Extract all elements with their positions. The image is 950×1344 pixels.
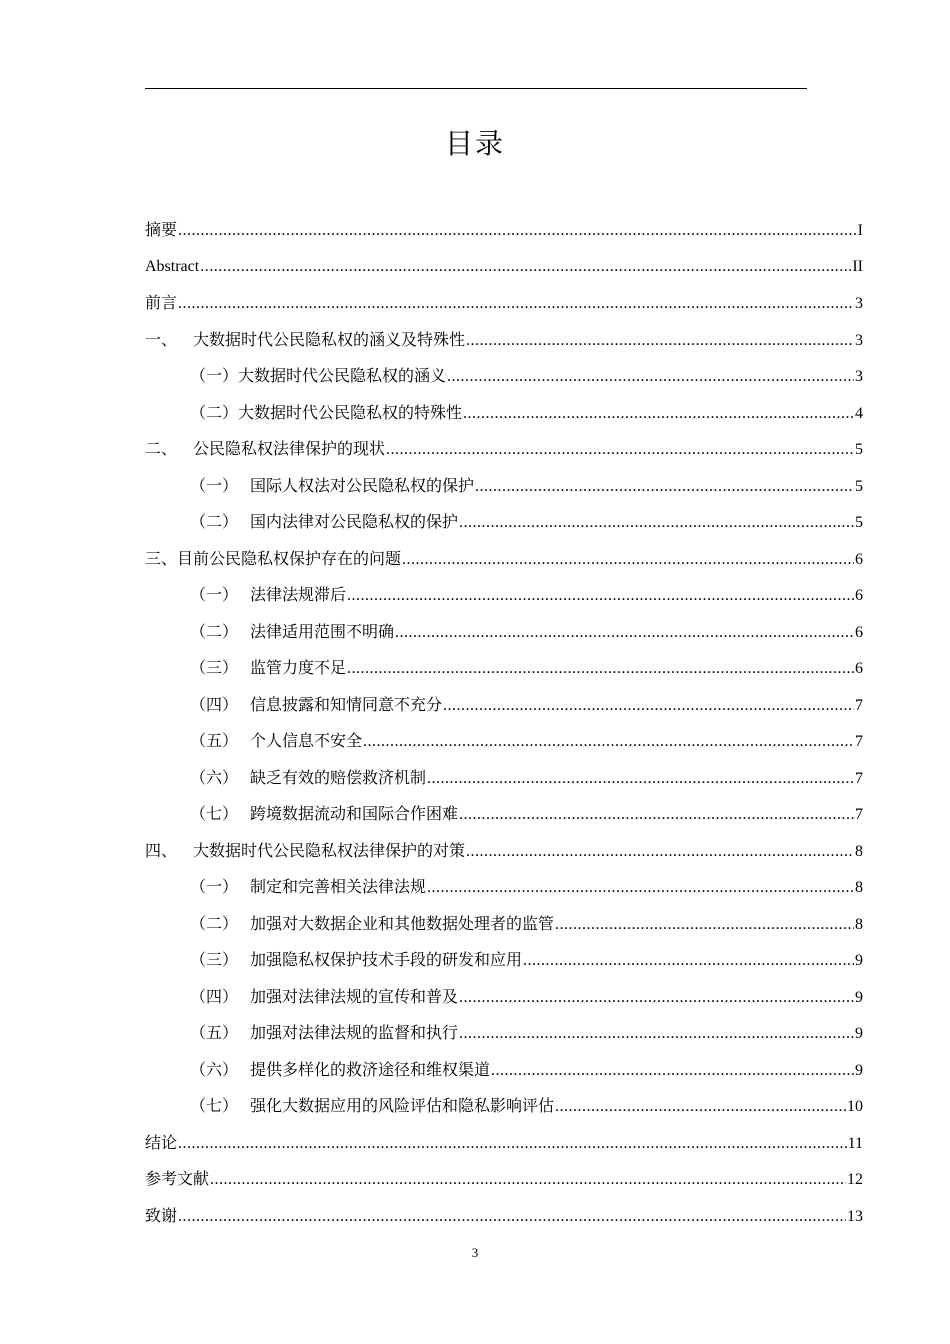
toc-entry-label: （一）大数据时代公民隐私权的涵义 <box>190 366 447 385</box>
toc-entry-label: 大数据时代公民隐私权法律保护的对策 <box>193 840 466 860</box>
toc-entry-number: 一、 <box>145 329 178 349</box>
toc-entry-number: （三） <box>190 950 239 969</box>
toc-entry-abstract-en[interactable] <box>145 249 863 286</box>
toc-entry-label: 国际人权法对公民隐私权的保护 <box>250 475 475 495</box>
dot-leader <box>427 761 854 798</box>
dot-leader <box>347 651 854 688</box>
toc-entry-number: （六） <box>190 1059 239 1079</box>
toc-entry-page: 7 <box>855 806 863 823</box>
toc-entry-page: 9 <box>855 1061 863 1079</box>
toc-entry-page: 7 <box>855 769 863 787</box>
toc-entry-label: 监管力度不足 <box>250 658 347 677</box>
toc-entry-label: Abstract <box>145 257 200 275</box>
toc-entry-section-3-5[interactable] <box>145 723 863 760</box>
toc-entry-number: （三） <box>190 658 239 677</box>
toc-entry-section-1-2[interactable] <box>145 395 863 432</box>
toc-entry-number: （二） <box>190 512 239 531</box>
toc-entry-number: （一） <box>190 585 239 604</box>
page-title: 目录 <box>444 127 505 160</box>
dot-leader <box>200 249 851 286</box>
toc-entry-references[interactable] <box>145 1161 863 1198</box>
toc-entry-label: 国内法律对公民隐私权的保护 <box>250 512 459 531</box>
dot-leader <box>402 542 854 579</box>
dot-leader <box>347 578 854 615</box>
dot-leader <box>395 615 854 652</box>
toc-entry-number: （一） <box>190 877 239 896</box>
dot-leader <box>466 834 854 871</box>
toc-entry-page: 7 <box>855 733 863 750</box>
toc-entry-chapter-4[interactable] <box>145 833 863 870</box>
toc-entry-page: 7 <box>855 696 863 714</box>
toc-entry-section-3-7[interactable] <box>145 796 863 833</box>
toc-entry-page: 8 <box>855 915 863 933</box>
toc-entry-label: 跨境数据流动和国际合作困难 <box>250 804 459 823</box>
toc-entry-label: （二）大数据时代公民隐私权的特殊性 <box>190 402 463 422</box>
toc-entry-section-3-4[interactable] <box>145 687 863 724</box>
toc-entry-page: 9 <box>855 1025 863 1042</box>
toc-entry-label: 加强对法律法规的宣传和普及 <box>250 986 459 1006</box>
toc-entry-section-4-6[interactable] <box>145 1052 863 1089</box>
toc-entry-page: 3 <box>855 368 863 385</box>
page-number: 3 <box>471 1245 479 1260</box>
toc-entry-section-2-1[interactable] <box>145 468 863 505</box>
toc-entry-page: 3 <box>855 295 863 312</box>
toc-entry-number: （七） <box>190 1096 239 1115</box>
toc-entry-label: 结论 <box>145 1132 178 1152</box>
toc-entry-section-4-1[interactable] <box>145 869 863 906</box>
toc-entry-section-4-2[interactable] <box>145 906 863 943</box>
toc-entry-label: 大数据时代公民隐私权的涵义及特殊性 <box>193 329 466 349</box>
dot-leader <box>459 797 854 834</box>
toc-entry-label: 信息披露和知情同意不充分 <box>250 694 443 714</box>
toc-entry-page: 11 <box>847 1134 863 1152</box>
dot-leader <box>363 724 854 761</box>
toc-entry-page: 6 <box>855 550 863 568</box>
toc-entry-number: （六） <box>190 767 239 787</box>
dot-leader <box>178 1126 847 1163</box>
toc-entry-page: 3 <box>855 331 863 349</box>
toc-entry-page: 12 <box>847 1171 863 1188</box>
dot-leader <box>555 907 854 944</box>
toc-entry-page: I <box>857 222 863 239</box>
toc-entry-page: 13 <box>847 1207 863 1225</box>
dot-leader <box>491 1053 854 1090</box>
toc-entry-page: 8 <box>855 879 863 896</box>
table-of-contents <box>145 212 863 1234</box>
toc-entry-label: 制定和完善相关法律法规 <box>250 877 427 896</box>
toc-entry-page: 10 <box>847 1098 863 1115</box>
dot-leader <box>475 469 854 506</box>
dot-leader <box>523 943 854 980</box>
toc-entry-label: 缺乏有效的赔偿救济机制 <box>250 767 427 787</box>
toc-entry-section-4-4[interactable] <box>145 979 863 1016</box>
toc-entry-page: 9 <box>855 988 863 1006</box>
toc-entry-label: 个人信息不安全 <box>250 731 363 750</box>
toc-entry-section-3-6[interactable] <box>145 760 863 797</box>
toc-entry-page: 4 <box>855 404 863 422</box>
toc-entry-abstract-cn[interactable] <box>145 212 863 249</box>
dot-leader <box>466 323 854 360</box>
toc-entry-section-3-2[interactable] <box>145 614 863 651</box>
dot-leader <box>443 688 854 725</box>
toc-entry-page: 6 <box>855 623 863 641</box>
toc-entry-number: （五） <box>190 731 239 750</box>
toc-entry-number: （七） <box>190 804 239 823</box>
dot-leader <box>210 1162 846 1199</box>
toc-entry-label: 加强对大数据企业和其他数据处理者的监管 <box>250 913 555 933</box>
toc-entry-number: （五） <box>190 1023 239 1042</box>
dot-leader <box>459 1016 854 1053</box>
toc-entry-page: 5 <box>855 514 863 531</box>
toc-entry-preface[interactable] <box>145 285 863 322</box>
toc-entry-section-3-1[interactable] <box>145 577 863 614</box>
toc-entry-label: 致谢 <box>145 1205 178 1225</box>
toc-entry-number: 二、 <box>145 439 178 458</box>
toc-entry-label: 提供多样化的救济途径和维权渠道 <box>250 1059 491 1079</box>
dot-leader <box>463 396 854 433</box>
toc-entry-section-4-5[interactable] <box>145 1015 863 1052</box>
toc-entry-label: 参考文献 <box>145 1169 210 1188</box>
toc-entry-page: 6 <box>855 587 863 604</box>
toc-entry-section-4-3[interactable] <box>145 942 863 979</box>
toc-entry-label: 法律适用范围不明确 <box>250 621 395 641</box>
toc-entry-section-1-1[interactable] <box>145 358 863 395</box>
toc-entry-number: （四） <box>190 986 239 1006</box>
toc-entry-label: 前言 <box>145 293 178 312</box>
toc-entry-number: 四、 <box>145 840 178 860</box>
toc-entry-page: 8 <box>855 842 863 860</box>
toc-entry-label: 加强对法律法规的监督和执行 <box>250 1023 459 1042</box>
toc-entry-number: （四） <box>190 694 239 714</box>
toc-entry-chapter-1[interactable] <box>145 322 863 359</box>
toc-entry-chapter-2[interactable] <box>145 431 863 468</box>
toc-entry-page: II <box>852 257 863 275</box>
toc-entry-chapter-3[interactable] <box>145 541 863 578</box>
toc-entry-acknowledgements[interactable] <box>145 1198 863 1235</box>
dot-leader <box>427 870 854 907</box>
header-rule <box>145 88 807 89</box>
toc-entry-label: 公民隐私权法律保护的现状 <box>193 439 386 458</box>
dot-leader <box>178 213 857 250</box>
toc-entry-label: 法律法规滞后 <box>250 585 347 604</box>
toc-entry-page: 9 <box>855 952 863 969</box>
toc-entry-number: （二） <box>190 913 239 933</box>
dot-leader <box>178 1199 846 1236</box>
toc-entry-label: 加强隐私权保护技术手段的研发和应用 <box>250 950 523 969</box>
toc-entry-label: 强化大数据应用的风险评估和隐私影响评估 <box>250 1096 555 1115</box>
toc-entry-page: 5 <box>855 441 863 458</box>
toc-entry-section-2-2[interactable] <box>145 504 863 541</box>
dot-leader <box>386 432 854 469</box>
toc-entry-label: 三、目前公民隐私权保护存在的问题 <box>145 548 402 568</box>
toc-entry-conclusion[interactable] <box>145 1125 863 1162</box>
toc-entry-page: 6 <box>855 660 863 677</box>
toc-entry-number: （二） <box>190 621 239 641</box>
toc-entry-section-4-7[interactable] <box>145 1088 863 1125</box>
toc-entry-number: （一） <box>190 475 239 495</box>
dot-leader <box>447 359 854 396</box>
dot-leader <box>459 980 854 1017</box>
dot-leader <box>555 1089 846 1126</box>
dot-leader <box>459 505 854 542</box>
toc-entry-page: 5 <box>855 477 863 495</box>
toc-entry-section-3-3[interactable] <box>145 650 863 687</box>
toc-entry-label: 摘要 <box>145 220 178 239</box>
dot-leader <box>178 286 854 323</box>
